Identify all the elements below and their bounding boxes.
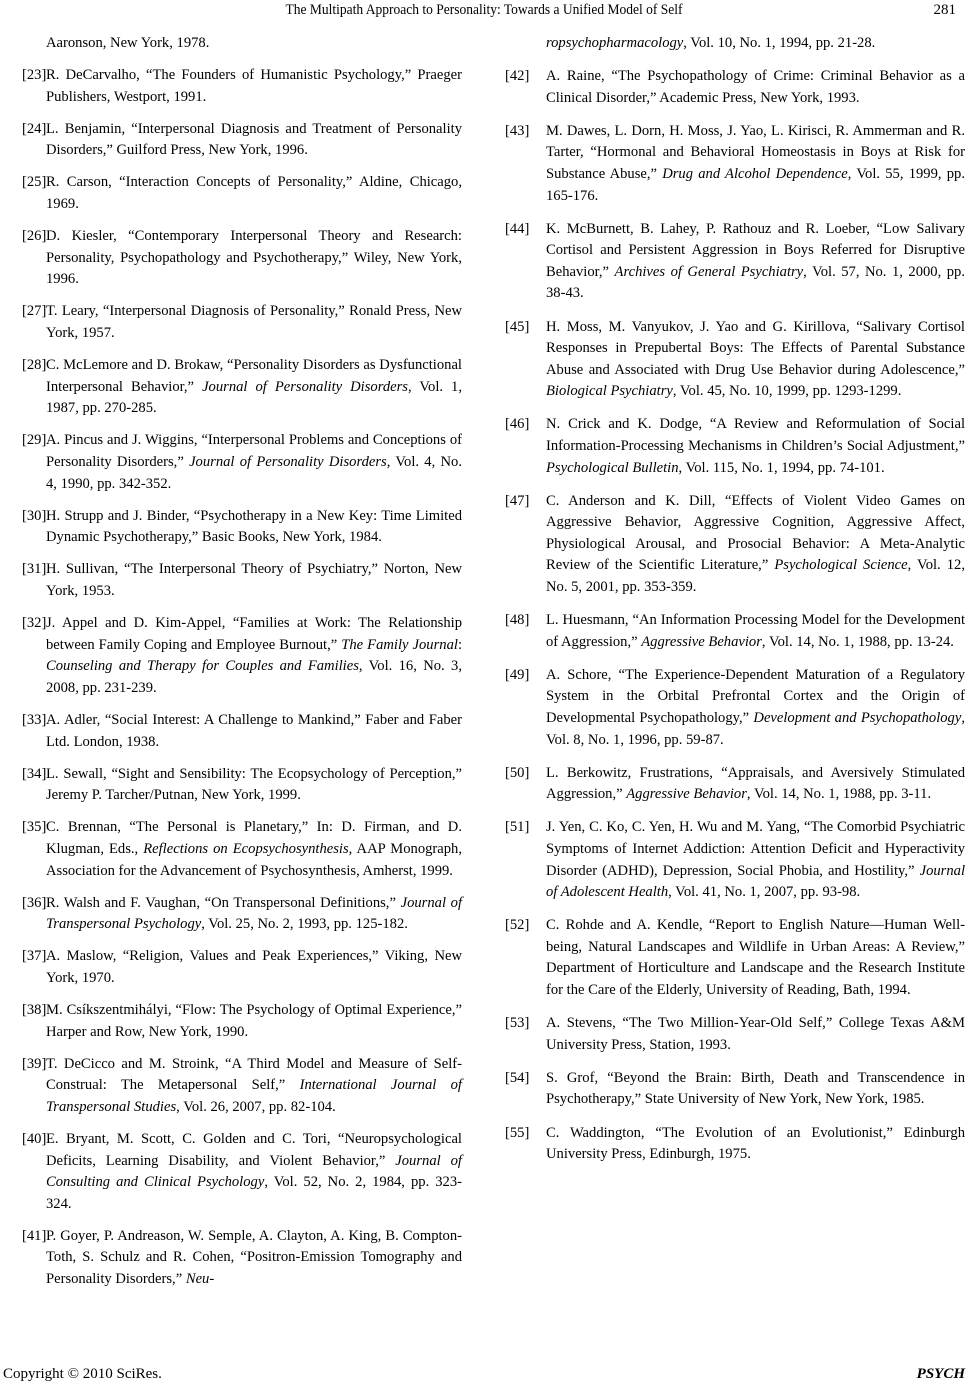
reference-entry — [22, 710, 462, 753]
reference-text: : — [457, 636, 462, 653]
reference-text: , Vol. 57, No. 1, 2000, pp. 38-43. — [546, 263, 966, 302]
reference-italic-text: Drug and Alcohol Dependence — [662, 165, 848, 182]
reference-number: [32] — [22, 615, 47, 632]
reference-text: J. Yen, C. Ko, C. Yen, H. Wu and M. Yang, “The Comorbid Psychiatric Symptoms of Internet Addiction: Attention Deficit and Hyperactivity Disorder (ADHD), Depression, Social Phobia, and Hostility,” — [546, 819, 965, 879]
reference-italic-text: Psychological Bulletin — [546, 459, 679, 476]
reference-number: [30] — [22, 507, 47, 524]
references-column-right — [505, 33, 965, 1177]
references-column-left — [22, 33, 462, 1301]
reference-text: R. Walsh and F. Vaughan, “On Transpersonal Definitions,” — [46, 894, 401, 911]
reference-entry — [505, 915, 965, 1001]
reference-number: [40] — [22, 1130, 47, 1147]
reference-italic-text: Reflections on Ecopsychosynthesis — [143, 840, 349, 857]
reference-italic-text: Journal of Personality Disorders — [189, 454, 387, 470]
reference-continuation — [22, 33, 462, 55]
reference-number: [35] — [22, 819, 47, 836]
reference-entry — [505, 121, 965, 207]
reference-italic-text: Archives of General Psychiatry — [614, 263, 804, 280]
reference-italic-text: Journal of Transpersonal Psychology — [46, 894, 462, 933]
reference-text: , Vol. 115, No. 1, 1994, pp. 74-101. — [678, 459, 885, 476]
reference-number: [43] — [505, 122, 530, 139]
reference-entry — [22, 1000, 462, 1043]
reference-entry — [22, 355, 462, 420]
reference-text: , Vol. 16, No. 3, 2008, pp. 231-239. — [46, 658, 462, 696]
reference-number: [27] — [22, 303, 47, 320]
reference-text: H. Strupp and J. Binder, “Psychotherapy in a New Key: Time Limited Dynamic Psychotherapy,” Basic Books, New York, 1984. — [46, 507, 462, 546]
reference-text: L. Sewall, “Sight and Sensibility: The Ecopsychology of Perception,” Jeremy P. Tarcher/Putnan, New York, 1999. — [46, 765, 462, 804]
reference-text: , Vol. 45, No. 10, 1999, pp. 1293-1299. — [672, 383, 902, 400]
reference-italic-text: Counseling and Therapy for Couples and Families — [46, 658, 359, 675]
reference-text: L. Berkowitz, Frustrations, “Appraisals, and Aversively Stimulated Aggression,” — [546, 764, 965, 803]
reference-text: , Vol. 52, No. 2, 1984, pp. 323-324. — [46, 1174, 462, 1212]
reference-entry — [22, 119, 462, 162]
reference-entry — [22, 1054, 462, 1119]
reference-text: , Vol. 10, No. 1, 1994, pp. 21-28. — [683, 35, 876, 51]
reference-entry — [22, 301, 462, 344]
reference-entry — [505, 817, 965, 903]
reference-text: , Vol. 26, 2007, pp. 82-104. — [176, 1098, 336, 1115]
reference-number: [50] — [505, 764, 530, 781]
reference-number: [31] — [22, 561, 47, 578]
reference-text: H. Sullivan, “The Interpersonal Theory of Psychiatry,” Norton, New York, 1953. — [46, 561, 462, 599]
reference-text: A. Maslow, “Religion, Values and Peak Experiences,” Viking, New York, 1970. — [46, 948, 462, 986]
copyright: Copyright © 2010 SciRes. — [3, 1366, 162, 1382]
reference-number: [52] — [505, 917, 530, 934]
reference-text: K. McBurnett, B. Lahey, P. Rathouz and R. Loeber, “Low Salivary Cortisol and Persistent Aggression in Boys Referred for Disruptive Behavior,” — [546, 220, 965, 280]
reference-entry — [505, 414, 965, 479]
reference-number: [34] — [22, 765, 47, 782]
reference-number: [33] — [22, 711, 47, 728]
reference-text: D. Kiesler, “Contemporary Interpersonal Theory and Research: Personality, Psychopathology and Psychotherapy,” Wiley, New York, 1996. — [46, 228, 462, 288]
reference-entry — [22, 226, 462, 291]
reference-text: S. Grof, “Beyond the Brain: Birth, Death and Transcendence in Psychotherapy,” State University of New York, New York, 1985. — [546, 1069, 965, 1108]
reference-italic-text: Aggressive Behavior — [626, 786, 747, 803]
reference-text: J. Appel and D. Kim-Appel, “Families at Work: The Relationship between Family Coping and Employee Burnout,” — [46, 615, 462, 653]
reference-number: [55] — [505, 1124, 530, 1141]
reference-text: , Vol. 4, No. 4, 1990, pp. 342-352. — [46, 454, 462, 492]
reference-entry — [22, 1226, 462, 1291]
reference-text: T. DeCicco and M. Stroink, “A Third Model and Measure of Self-Construal: The Metapersonal Self,” — [46, 1055, 462, 1094]
reference-text: A. Schore, “The Experience-Dependent Maturation of a Regulatory System in the Orbital Prefrontal Cortex and the Origin of Developmental Psychopathology,” — [546, 666, 965, 727]
reference-entry — [505, 1013, 965, 1056]
reference-number: [53] — [505, 1015, 530, 1032]
reference-text: C. McLemore and D. Brokaw, “Personality Disorders as Dysfunctional Interpersonal Behavior,” — [46, 357, 462, 395]
reference-italic-text: Journal of Adolescent Health — [546, 862, 965, 901]
reference-text: H. Moss, M. Vanyukov, J. Yao and G. Kirillova, “Salivary Cortisol Responses in Prepubertal Boys: The Effects of Parental Substance Abuse and Associated with Drug Use Behavior during Adolescence,” — [546, 318, 965, 378]
reference-entry — [22, 613, 462, 699]
reference-number: [54] — [505, 1069, 530, 1086]
reference-number: [26] — [22, 228, 47, 245]
reference-number: [25] — [22, 174, 47, 191]
reference-italic-text: ropsychopharmacology — [546, 35, 684, 51]
reference-text: L. Benjamin, “Interpersonal Diagnosis and Treatment of Personality Disorders,” Guilford Press, New York, 1996. — [46, 120, 462, 159]
reference-number: [37] — [22, 948, 47, 965]
reference-number: [46] — [505, 416, 530, 433]
journal-name: PSYCH — [916, 1366, 965, 1382]
reference-italic-text: Development and Psychopathology — [753, 710, 962, 727]
reference-entry — [505, 491, 965, 599]
reference-text: , Vol. 8, No. 1, 1996, pp. 59-87. — [546, 710, 965, 748]
reference-number: [51] — [505, 819, 530, 836]
reference-italic-text: Journal of Personality Disorders — [202, 378, 408, 395]
reference-number: [49] — [505, 666, 530, 683]
reference-entry — [505, 1068, 965, 1111]
reference-italic-text: Psychological Science — [774, 557, 908, 574]
reference-text: , AAP Monograph, Association for the Advancement of Psychosynthesis, Amherst, 1999. — [46, 840, 462, 879]
reference-number: [24] — [22, 120, 47, 137]
reference-italic-text: The Family Journal — [341, 636, 458, 653]
reference-number: [36] — [22, 894, 47, 911]
reference-text: , Vol. 12, No. 5, 2001, pp. 353-359. — [546, 557, 965, 596]
running-title: The Multipath Approach to Personality: Towards a Unified Model of Self — [285, 2, 683, 18]
reference-entry — [505, 1123, 965, 1166]
reference-text: A. Adler, “Social Interest: A Challenge to Mankind,” Faber and Faber Ltd. London, 1938. — [46, 711, 462, 750]
reference-italic-text: Neu- — [185, 1271, 215, 1287]
reference-entry — [22, 764, 462, 807]
reference-entry — [505, 317, 965, 403]
reference-text: R. Carson, “Interaction Concepts of Personality,” Aldine, Chicago, 1969. — [46, 174, 462, 213]
reference-entry — [22, 817, 462, 882]
reference-text: N. Crick and K. Dodge, “A Review and Reformulation of Social Information-Processing Mechanisms in Children’s Social Adjustment,” — [546, 416, 965, 454]
reference-italic-text: International Journal of Transpersonal Studies — [46, 1077, 462, 1115]
reference-text: E. Bryant, M. Scott, C. Golden and C. Tori, “Neuropsychological Deficits, Learning Disability, and Violent Behavior,” — [46, 1130, 462, 1169]
reference-text: T. Leary, “Interpersonal Diagnosis of Personality,” Ronald Press, New York, 1957. — [46, 303, 462, 342]
reference-text: P. Goyer, P. Andreason, W. Semple, A. Clayton, A. King, B. Compton-Toth, S. Schulz and R. Cohen, “Positron-Emission Tomography and Personality Disorders,” — [46, 1227, 462, 1287]
reference-number: [41] — [22, 1227, 47, 1244]
reference-entry — [22, 893, 462, 936]
running-header — [0, 0, 968, 24]
reference-entry — [22, 430, 462, 495]
reference-continuation — [505, 33, 965, 55]
page-number: 281 — [933, 2, 956, 18]
reference-entry — [22, 172, 462, 215]
reference-number: [39] — [22, 1055, 47, 1072]
reference-text: A. Pincus and J. Wiggins, “Interpersonal Problems and Conceptions of Personality Disorders,” — [46, 432, 462, 470]
reference-text: C. Rohde and A. Kendle, “Report to English Nature—Human Well-being, Natural Landscapes and Wildlife in Urban Areas: A Review,” Department of Horticulture and Landscape and the Research Institute for the Care of the Elderly, University of Reading, Bath, 1994. — [546, 917, 965, 999]
reference-number: [48] — [505, 612, 530, 629]
reference-number: [23] — [22, 67, 47, 84]
reference-text: , Vol. 14, No. 1, 1988, pp. 13-24. — [761, 633, 954, 650]
reference-text: Aaronson, New York, 1978. — [46, 35, 210, 51]
reference-entry — [22, 1129, 462, 1215]
reference-text: , Vol. 41, No. 1, 2007, pp. 93-98. — [668, 884, 861, 901]
reference-number: [45] — [505, 318, 530, 335]
reference-entry — [505, 610, 965, 653]
reference-number: [28] — [22, 357, 47, 374]
reference-number: [42] — [505, 68, 530, 85]
reference-text: M. Csíkszentmihályi, “Flow: The Psychology of Optimal Experience,” Harper and Row, New York, 1990. — [46, 1001, 462, 1040]
reference-text: , Vol. 14, No. 1, 1988, pp. 3-11. — [746, 786, 932, 803]
reference-text: , Vol. 1, 1987, pp. 270-285. — [46, 378, 462, 417]
reference-text: , Vol. 55, 1999, pp. 165-176. — [546, 165, 965, 204]
reference-number: [44] — [505, 220, 530, 237]
reference-entry — [505, 665, 965, 751]
reference-entry — [505, 763, 965, 806]
reference-number: [38] — [22, 1001, 47, 1018]
reference-italic-text: Biological Psychiatry — [546, 383, 673, 400]
reference-entry — [22, 65, 462, 108]
reference-text: , Vol. 25, No. 2, 1993, pp. 125-182. — [201, 916, 408, 933]
reference-text: C. Anderson and K. Dill, “Effects of Violent Video Games on Aggressive Behavior, Aggressive Cognition, Aggressive Affect, Physiological Arousal, and Prosocial Behavior: A Meta-Analytic Review of the Scientific Literature,” — [546, 492, 965, 574]
reference-number: [29] — [22, 432, 47, 449]
reference-entry — [505, 219, 965, 305]
reference-text: C. Waddington, “The Evolution of an Evolutionist,” Edinburgh University Press, Edinburgh, 1975. — [546, 1124, 965, 1163]
reference-italic-text: Journal of Consulting and Clinical Psychology — [46, 1152, 462, 1191]
reference-number: [47] — [505, 492, 530, 509]
reference-text: R. DeCarvalho, “The Founders of Humanistic Psychology,” Praeger Publishers, Westport, 1991. — [46, 67, 462, 105]
reference-entry — [22, 506, 462, 549]
reference-italic-text: Aggressive Behavior — [641, 633, 762, 650]
reference-text: A. Stevens, “The Two Million-Year-Old Self,” College Texas A&M University Press, Station, 1993. — [546, 1015, 965, 1053]
reference-entry — [22, 559, 462, 602]
reference-entry — [22, 946, 462, 989]
reference-entry — [505, 66, 965, 109]
reference-text: C. Brennan, “The Personal is Planetary,” In: D. Firman, and D. Klugman, Eds., — [46, 819, 462, 857]
reference-text: M. Dawes, L. Dorn, H. Moss, J. Yao, L. Kirisci, R. Ammerman and R. Tarter, “Hormonal and Behavioral Homeostasis in Boys at Risk for Substance Abuse,” — [546, 122, 965, 182]
reference-text: A. Raine, “The Psychopathology of Crime: Criminal Behavior as a Clinical Disorder,” Academic Press, New York, 1993. — [546, 68, 965, 106]
reference-text: L. Huesmann, “An Information Processing Model for the Development of Aggression,” — [546, 612, 965, 650]
